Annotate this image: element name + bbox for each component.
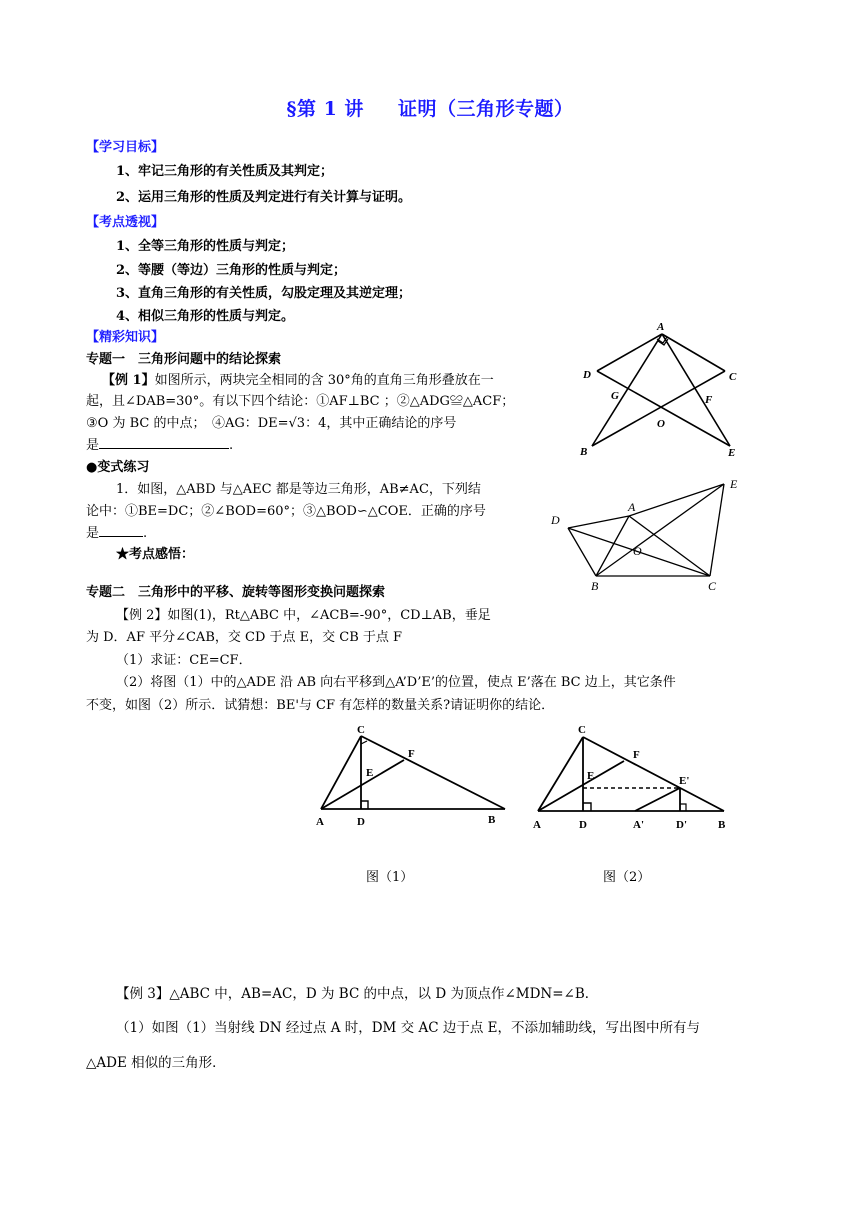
v1-end: . xyxy=(143,526,148,541)
ex1-line1 xyxy=(102,369,494,388)
label-C: C xyxy=(578,724,586,736)
label-D: D xyxy=(357,816,365,828)
variant-header: ●变式练习 xyxy=(86,460,150,475)
figure-ex2-2 xyxy=(530,718,740,834)
ex2-line1: 【例 2】如图(1)，Rt△ABC 中，∠ACB=-90°，CD⊥AB，垂足 xyxy=(116,608,491,623)
ex1-line2: 起，且∠DAB=30°。有以下四个结论：①AF⊥BC ；②△ADG≌△ACF； xyxy=(86,394,515,409)
page-title xyxy=(0,94,860,121)
ex1-text: 如图所示，两块完全相同的含 30°角的直角三角形叠放在一 xyxy=(154,373,494,388)
ex2-line2: 为 D．AF 平分∠CAB，交 CD 于点 E，交 CB 于点 F xyxy=(86,630,403,645)
ex1-answer-prefix: 是 xyxy=(86,438,100,453)
goal-item: 1、牢记三角形的有关性质及其判定； xyxy=(116,164,334,179)
label-D: D xyxy=(583,369,591,381)
ex1-label: 【例 1】 xyxy=(102,373,155,388)
label-E-prime: E' xyxy=(679,775,690,787)
v1-line2: 论中：①BE=DC；②∠BOD=60°；③△BOD∽△COE．正确的序号 xyxy=(86,504,486,519)
label-E: E xyxy=(587,770,595,782)
figure-ex2-1 xyxy=(314,718,510,834)
ex2-q2-line2: 不变，如图（2）所示．试猜想：BE'与 CF 有怎样的数量关系?请证明你的结论． xyxy=(86,698,555,713)
point-item: 3、直角三角形的有关性质，勾股定理及其逆定理； xyxy=(116,286,412,301)
label-G: G xyxy=(611,390,619,402)
label-D: D xyxy=(551,513,560,527)
fig2-caption: 图（2） xyxy=(603,870,651,885)
label-A: A xyxy=(628,500,636,514)
topic2-title: 专题二 三角形中的平移、旋转等图形变换问题探索 xyxy=(86,585,386,600)
ex3-q1-line1: （1）如图（1）当射线 DN 经过点 A 时，DM 交 AC 边于点 E，不添加辅助线，写出图中所有与 xyxy=(116,1020,700,1036)
label-O: O xyxy=(657,418,665,430)
label-B: B xyxy=(718,819,726,831)
label-C: C xyxy=(729,371,737,383)
ex1-answer-blank[interactable] xyxy=(99,436,229,449)
figure-ex1 xyxy=(560,318,760,464)
label-F: F xyxy=(633,749,640,761)
label-A: A xyxy=(533,819,541,831)
title-lesson: §第 1 讲 xyxy=(286,98,364,120)
ex1-end: . xyxy=(229,438,234,453)
points-header: 【考点透视】 xyxy=(86,215,165,230)
topic1-title: 专题一 三角形问题中的结论探索 xyxy=(86,352,282,367)
label-A: A xyxy=(316,816,324,828)
goal-item: 2、运用三角形的性质及判定进行有关计算与证明。 xyxy=(116,190,412,205)
feel-label: ★考点感悟： xyxy=(116,547,195,562)
label-E: E xyxy=(730,477,738,491)
label-D: D xyxy=(579,819,587,831)
label-C: C xyxy=(708,579,717,593)
ex1-line3: ③O 为 BC 的中点； ④AG：DE=√3：4，其中正确结论的序号 xyxy=(86,416,457,431)
point-item: 2、等腰（等边）三角形的性质与判定； xyxy=(116,263,347,278)
label-D-prime: D' xyxy=(676,819,687,831)
ex3-line1: 【例 3】△ABC 中，AB=AC，D 为 BC 的中点，以 D 为顶点作∠MDN=∠B． xyxy=(116,986,599,1002)
label-F: F xyxy=(705,394,713,406)
label-B: B xyxy=(591,579,599,593)
point-item: 1、全等三角形的性质与判定； xyxy=(116,239,295,254)
knowledge-header: 【精彩知识】 xyxy=(86,330,165,345)
label-A: A xyxy=(657,321,665,333)
figure-variant1 xyxy=(546,474,760,596)
label-B: B xyxy=(488,814,496,826)
ex1-line4 xyxy=(86,434,233,453)
v1-answer-prefix: 是 xyxy=(86,526,100,541)
label-C: C xyxy=(357,724,365,736)
label-E: E xyxy=(728,447,736,459)
point-item: 4、相似三角形的性质与判定。 xyxy=(116,309,295,324)
ex2-q2-line1: （2）将图（1）中的△ADE 沿 AB 向右平移到△A’D’E’的位置，使点 E’落在 BC 边上，其它条件 xyxy=(116,675,676,690)
label-B: B xyxy=(580,446,588,458)
title-topic: 证明（三角形专题） xyxy=(397,98,574,120)
v1-line3 xyxy=(86,522,147,541)
label-O: O xyxy=(633,544,642,558)
ex2-q1: （1）求证：CE=CF． xyxy=(116,653,252,668)
fig1-caption: 图（1） xyxy=(366,870,414,885)
ex3-q1-line2: △ADE 相似的三角形． xyxy=(86,1055,226,1071)
label-A-prime: A' xyxy=(633,819,644,831)
label-F: F xyxy=(408,748,415,760)
v1-line1: 1．如图，△ABD 与△AEC 都是等边三角形，AB≠AC，下列结 xyxy=(116,482,481,497)
label-E: E xyxy=(366,767,374,779)
v1-answer-blank[interactable] xyxy=(99,524,143,537)
goals-header: 【学习目标】 xyxy=(86,140,165,155)
